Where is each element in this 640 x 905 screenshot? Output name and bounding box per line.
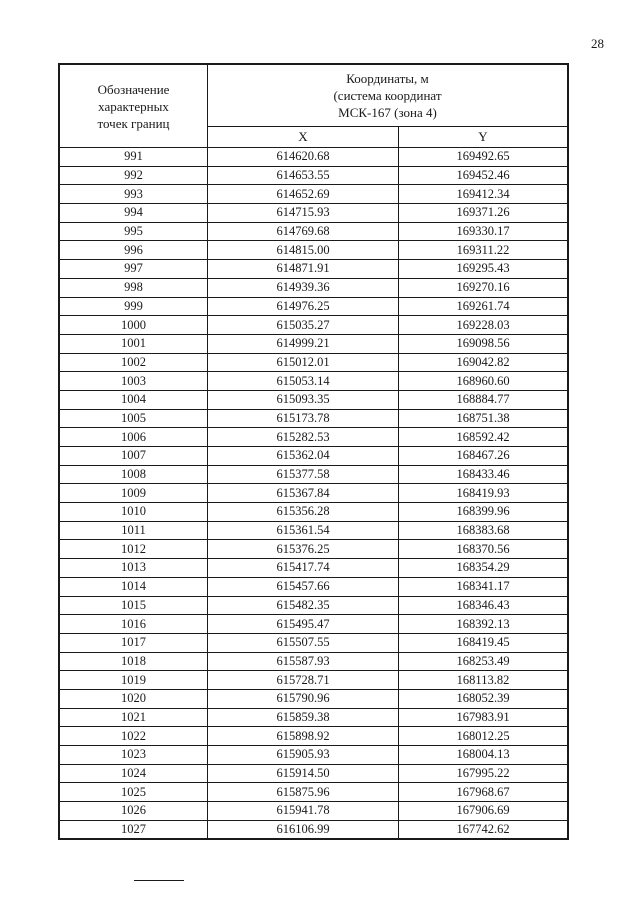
y-coordinate-cell: 169371.26 (399, 204, 569, 223)
y-coordinate-cell: 169042.82 (399, 353, 569, 372)
y-column-header: Y (399, 126, 569, 147)
table-row (59, 409, 568, 428)
table-row (59, 447, 568, 466)
x-coordinate-cell: 615361.54 (208, 521, 399, 540)
point-id-cell: 1012 (59, 540, 208, 559)
y-coordinate-cell: 167742.62 (399, 820, 569, 839)
point-id-cell: 1022 (59, 727, 208, 746)
point-id-cell: 1023 (59, 746, 208, 765)
point-id-cell: 1008 (59, 465, 208, 484)
y-coordinate-cell: 168012.25 (399, 727, 569, 746)
table-row (59, 783, 568, 802)
y-coordinate-cell: 169295.43 (399, 260, 569, 279)
table-row (59, 353, 568, 372)
x-coordinate-cell: 615482.35 (208, 596, 399, 615)
x-coordinate-cell: 615941.78 (208, 802, 399, 821)
point-id-cell: 1016 (59, 615, 208, 634)
x-coordinate-cell: 614871.91 (208, 260, 399, 279)
x-coordinate-cell: 615875.96 (208, 783, 399, 802)
point-id-cell: 1010 (59, 503, 208, 522)
table-row (59, 316, 568, 335)
point-id-cell: 1013 (59, 559, 208, 578)
y-coordinate-cell: 168004.13 (399, 746, 569, 765)
x-coordinate-cell: 615362.04 (208, 447, 399, 466)
y-coordinate-cell: 169270.16 (399, 278, 569, 297)
point-id-cell: 1009 (59, 484, 208, 503)
designation-header-line: точек границ (97, 115, 170, 131)
x-coordinate-cell: 615859.38 (208, 708, 399, 727)
table-row (59, 222, 568, 241)
table-row (59, 596, 568, 615)
table-row (59, 671, 568, 690)
table-row (59, 484, 568, 503)
point-id-cell: 993 (59, 185, 208, 204)
y-coordinate-cell: 169261.74 (399, 297, 569, 316)
y-coordinate-cell: 168052.39 (399, 689, 569, 708)
coordinates-header-line: Координаты, м (346, 70, 429, 86)
x-coordinate-cell: 615367.84 (208, 484, 399, 503)
table-row (59, 559, 568, 578)
y-coordinate-cell: 169330.17 (399, 222, 569, 241)
y-coordinate-cell: 168419.93 (399, 484, 569, 503)
x-coordinate-cell: 615417.74 (208, 559, 399, 578)
y-coordinate-cell: 169228.03 (399, 316, 569, 335)
table-row (59, 428, 568, 447)
table-row (59, 708, 568, 727)
y-coordinate-cell: 167968.67 (399, 783, 569, 802)
point-id-cell: 1025 (59, 783, 208, 802)
point-id-cell: 1024 (59, 764, 208, 783)
y-coordinate-cell: 167995.22 (399, 764, 569, 783)
y-coordinate-cell: 168392.13 (399, 615, 569, 634)
point-id-cell: 1001 (59, 334, 208, 353)
x-coordinate-cell: 615377.58 (208, 465, 399, 484)
table-body (59, 148, 568, 840)
point-id-cell: 1021 (59, 708, 208, 727)
x-coordinate-cell: 615035.27 (208, 316, 399, 335)
point-id-cell: 1011 (59, 521, 208, 540)
x-coordinate-cell: 614715.93 (208, 204, 399, 223)
table-header-row (59, 64, 568, 126)
x-coordinate-cell: 615012.01 (208, 353, 399, 372)
y-coordinate-cell: 168346.43 (399, 596, 569, 615)
table-row (59, 577, 568, 596)
y-coordinate-cell: 167906.69 (399, 802, 569, 821)
point-id-cell: 1004 (59, 390, 208, 409)
designation-header (59, 64, 208, 148)
y-coordinate-cell: 168592.42 (399, 428, 569, 447)
point-id-cell: 1005 (59, 409, 208, 428)
y-coordinate-cell: 168370.56 (399, 540, 569, 559)
point-id-cell: 991 (59, 148, 208, 167)
point-id-cell: 995 (59, 222, 208, 241)
table-row (59, 764, 568, 783)
table-row (59, 503, 568, 522)
table-row (59, 204, 568, 223)
x-coordinate-cell: 614939.36 (208, 278, 399, 297)
point-id-cell: 994 (59, 204, 208, 223)
table-row (59, 148, 568, 167)
x-coordinate-cell: 616106.99 (208, 820, 399, 839)
table-row (59, 241, 568, 260)
x-coordinate-cell: 615587.93 (208, 652, 399, 671)
point-id-cell: 998 (59, 278, 208, 297)
x-coordinate-cell: 615173.78 (208, 409, 399, 428)
x-coordinate-cell: 614815.00 (208, 241, 399, 260)
x-coordinate-cell: 614999.21 (208, 334, 399, 353)
x-coordinate-cell: 615905.93 (208, 746, 399, 765)
footer-rule (134, 880, 184, 881)
y-coordinate-cell: 168383.68 (399, 521, 569, 540)
page-number: 28 (591, 36, 604, 51)
x-coordinate-cell: 614652.69 (208, 185, 399, 204)
point-id-cell: 992 (59, 166, 208, 185)
x-coordinate-cell: 614620.68 (208, 148, 399, 167)
table-row (59, 297, 568, 316)
table-row (59, 802, 568, 821)
point-id-cell: 1006 (59, 428, 208, 447)
designation-header-line: Обозначение (97, 81, 170, 97)
point-id-cell: 997 (59, 260, 208, 279)
table-row (59, 334, 568, 353)
x-coordinate-cell: 614653.55 (208, 166, 399, 185)
point-id-cell: 1026 (59, 802, 208, 821)
point-id-cell: 1027 (59, 820, 208, 839)
x-column-header: X (208, 126, 399, 147)
designation-header-line: характерных (98, 98, 169, 114)
x-coordinate-cell: 615914.50 (208, 764, 399, 783)
y-coordinate-cell: 168751.38 (399, 409, 569, 428)
y-coordinate-cell: 169412.34 (399, 185, 569, 204)
y-coordinate-cell: 168354.29 (399, 559, 569, 578)
x-coordinate-cell: 614976.25 (208, 297, 399, 316)
x-coordinate-cell: 615507.55 (208, 633, 399, 652)
table-row (59, 689, 568, 708)
point-id-cell: 996 (59, 241, 208, 260)
x-coordinate-cell: 615495.47 (208, 615, 399, 634)
table-row (59, 390, 568, 409)
table-row (59, 166, 568, 185)
y-coordinate-cell: 167983.91 (399, 708, 569, 727)
point-id-cell: 1014 (59, 577, 208, 596)
x-coordinate-cell: 614769.68 (208, 222, 399, 241)
point-id-cell: 999 (59, 297, 208, 316)
point-id-cell: 1015 (59, 596, 208, 615)
x-coordinate-cell: 615093.35 (208, 390, 399, 409)
coordinates-table (58, 63, 569, 840)
point-id-cell: 1002 (59, 353, 208, 372)
point-id-cell: 1000 (59, 316, 208, 335)
point-id-cell: 1007 (59, 447, 208, 466)
x-coordinate-cell: 615376.25 (208, 540, 399, 559)
y-coordinate-cell: 168467.26 (399, 447, 569, 466)
point-id-cell: 1003 (59, 372, 208, 391)
table-row (59, 746, 568, 765)
point-id-cell: 1019 (59, 671, 208, 690)
x-coordinate-cell: 615790.96 (208, 689, 399, 708)
y-coordinate-cell: 169311.22 (399, 241, 569, 260)
y-coordinate-cell: 168433.46 (399, 465, 569, 484)
table-row (59, 260, 568, 279)
table-row (59, 652, 568, 671)
table-row (59, 615, 568, 634)
x-coordinate-cell: 615728.71 (208, 671, 399, 690)
y-coordinate-cell: 168253.49 (399, 652, 569, 671)
table-row (59, 465, 568, 484)
y-coordinate-cell: 168960.60 (399, 372, 569, 391)
x-coordinate-cell: 615898.92 (208, 727, 399, 746)
y-coordinate-cell: 168419.45 (399, 633, 569, 652)
y-coordinate-cell: 169098.56 (399, 334, 569, 353)
x-coordinate-cell: 615356.28 (208, 503, 399, 522)
point-id-cell: 1017 (59, 633, 208, 652)
table-row (59, 372, 568, 391)
y-coordinate-cell: 169452.46 (399, 166, 569, 185)
point-id-cell: 1020 (59, 689, 208, 708)
y-coordinate-cell: 169492.65 (399, 148, 569, 167)
table-row (59, 521, 568, 540)
table-row (59, 278, 568, 297)
table-row (59, 820, 568, 839)
y-coordinate-cell: 168113.82 (399, 671, 569, 690)
x-coordinate-cell: 615053.14 (208, 372, 399, 391)
y-coordinate-cell: 168341.17 (399, 577, 569, 596)
coordinates-header-line: МСК-167 (зона 4) (338, 104, 437, 120)
coordinates-header (208, 64, 569, 126)
table-row (59, 540, 568, 559)
table-row (59, 727, 568, 746)
table-row (59, 633, 568, 652)
x-coordinate-cell: 615457.66 (208, 577, 399, 596)
coordinates-header-line: (система координат (333, 87, 442, 103)
y-coordinate-cell: 168884.77 (399, 390, 569, 409)
point-id-cell: 1018 (59, 652, 208, 671)
y-coordinate-cell: 168399.96 (399, 503, 569, 522)
table-row (59, 185, 568, 204)
x-coordinate-cell: 615282.53 (208, 428, 399, 447)
